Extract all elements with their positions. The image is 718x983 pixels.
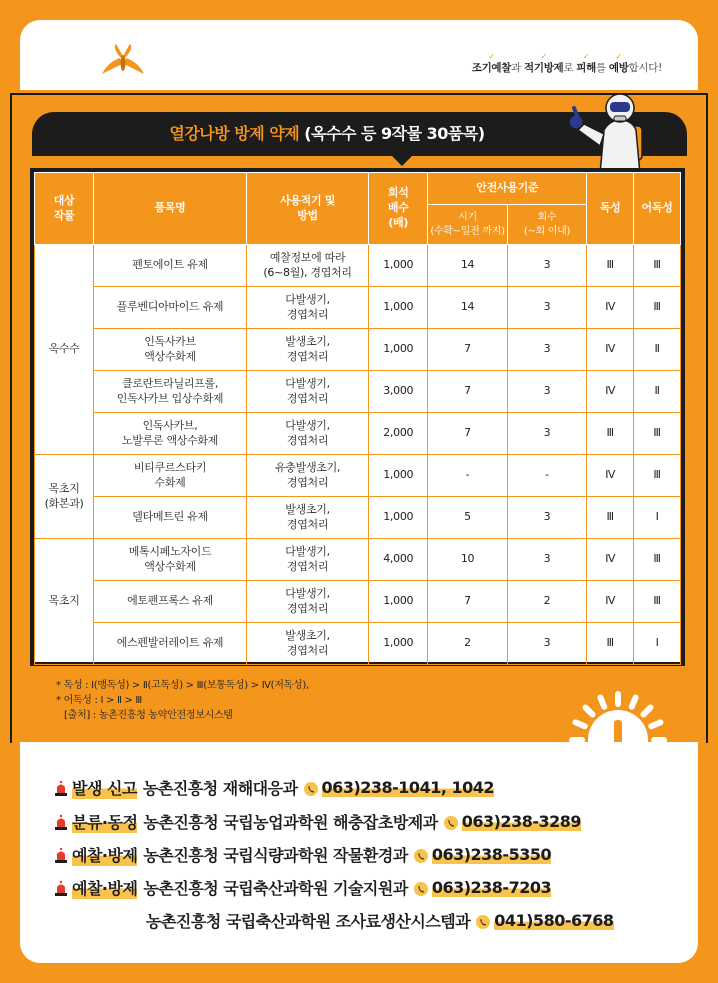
product-cell: 메톡시페노자이드 액상수화제 (94, 539, 247, 581)
phone-icon (414, 881, 428, 895)
product-cell: 클로란트라닐리프롤, 인독사카브 입상수화제 (94, 371, 247, 413)
table-row (35, 581, 681, 623)
contact-org: 농촌진흥청 국립농업과학원 해충잡초방제과 (143, 813, 438, 832)
header-period: 시기 (수확~일전 까지) (428, 205, 507, 245)
note-toxicity: * 독성 : Ⅰ(맹독성) > Ⅱ(고독성) > Ⅲ(보통독성) > Ⅳ(저독성), (56, 680, 309, 691)
table-row (35, 371, 681, 413)
toxicity-cell: Ⅳ (587, 329, 634, 371)
toxicity-cell: Ⅲ (587, 497, 634, 539)
count-cell: 3 (507, 497, 586, 539)
product-cell: 플루벤디아마이드 유제 (94, 287, 247, 329)
period-cell: 7 (428, 371, 507, 413)
dilution-cell: 2,000 (369, 413, 428, 455)
moth-icon (98, 44, 148, 80)
fish-toxicity-cell: Ⅲ (634, 413, 681, 455)
contact-phone[interactable]: 063)238-5350 (431, 845, 552, 864)
toxicity-cell: Ⅳ (587, 455, 634, 497)
count-cell: 3 (507, 287, 586, 329)
contact-org: 농촌진흥청 국립식량과학원 작물환경과 (143, 846, 408, 865)
product-cell: 인독사카브, 노발루론 액상수화제 (94, 413, 247, 455)
header-count: 회수 (~회 이내) (507, 205, 586, 245)
contact-line (54, 810, 581, 833)
product-cell: 에토펜프록스 유제 (94, 581, 247, 623)
count-cell: 3 (507, 413, 586, 455)
phone-icon (414, 848, 428, 862)
period-cell: 2 (428, 623, 507, 665)
phone-icon (304, 781, 318, 795)
dilution-cell: 1,000 (369, 455, 428, 497)
dilution-cell: 1,000 (369, 581, 428, 623)
count-cell: 3 (507, 245, 586, 287)
crop-cell: 목초지 (35, 539, 94, 665)
siren-icon (54, 814, 68, 830)
crop-cell: 옥수수 (35, 245, 94, 455)
fish-toxicity-cell: Ⅲ (634, 245, 681, 287)
product-cell: 델타메트린 유제 (94, 497, 247, 539)
note-source: [출처] : 농촌진흥청 농약안전정보시스템 (64, 710, 233, 721)
period-cell: 14 (428, 287, 507, 329)
product-cell: 비티쿠르스타키 수화제 (94, 455, 247, 497)
dilution-cell: 3,000 (369, 371, 428, 413)
header-timing: 사용적기 및 방법 (246, 173, 368, 245)
fish-toxicity-cell: Ⅱ (634, 371, 681, 413)
toxicity-cell: Ⅳ (587, 371, 634, 413)
product-cell: 펜토에이트 유제 (94, 245, 247, 287)
contact-line (54, 776, 494, 799)
period-cell: - (428, 455, 507, 497)
dilution-cell: 1,000 (369, 497, 428, 539)
product-cell: 인독사카브 액상수화제 (94, 329, 247, 371)
contact-line (54, 843, 551, 866)
count-cell: 3 (507, 539, 586, 581)
contact-keyword: 분류·동정 (72, 810, 137, 833)
toxicity-cell: Ⅳ (587, 581, 634, 623)
header-safety: 안전사용기준 (428, 173, 587, 205)
fish-toxicity-cell: Ⅲ (634, 287, 681, 329)
dilution-cell: 1,000 (369, 245, 428, 287)
timing-cell: 발생초기, 경엽처리 (246, 623, 368, 665)
table-row (35, 287, 681, 329)
header-card (20, 20, 698, 90)
toxicity-cell: Ⅳ (587, 539, 634, 581)
toxicity-cell: Ⅲ (587, 245, 634, 287)
period-cell: 14 (428, 245, 507, 287)
contact-phone[interactable]: 041)580-6768 (494, 911, 614, 930)
table-row (35, 413, 681, 455)
toxicity-cell: Ⅳ (587, 287, 634, 329)
phone-icon (476, 914, 490, 928)
period-cell: 7 (428, 413, 507, 455)
fish-toxicity-cell: Ⅰ (634, 623, 681, 665)
header-product: 품목명 (94, 173, 247, 245)
count-cell: - (507, 455, 586, 497)
contact-org: 농촌진흥청 국립축산과학원 기술지원과 (143, 879, 408, 898)
table-row (35, 329, 681, 371)
contact-phone[interactable]: 063)238-3289 (461, 812, 581, 831)
fish-toxicity-cell: Ⅲ (634, 539, 681, 581)
table-notes (56, 678, 309, 723)
count-cell: 3 (507, 371, 586, 413)
fish-toxicity-cell: Ⅱ (634, 329, 681, 371)
page-title: 열강나방 방제 약제 (옥수수 등 9작물 30품목) (169, 124, 485, 143)
timing-cell: 발생초기, 경엽처리 (246, 329, 368, 371)
table-row (35, 539, 681, 581)
table-row (35, 623, 681, 665)
toxicity-cell: Ⅲ (587, 413, 634, 455)
timing-cell: 다발생기, 경엽처리 (246, 287, 368, 329)
siren-icon (54, 880, 68, 896)
timing-cell: 다발생기, 경엽처리 (246, 413, 368, 455)
period-cell: 10 (428, 539, 507, 581)
dilution-cell: 1,000 (369, 287, 428, 329)
phone-icon (444, 815, 458, 829)
count-cell: 3 (507, 623, 586, 665)
contact-line (54, 876, 551, 899)
contact-keyword: 발생 신고 (72, 776, 137, 799)
contact-phone[interactable]: 063)238-7203 (431, 878, 552, 897)
contact-keyword: 예찰·방제 (72, 876, 137, 899)
header-toxicity: 독성 (587, 173, 634, 245)
count-cell: 2 (507, 581, 586, 623)
fish-toxicity-cell: Ⅰ (634, 497, 681, 539)
contact-line (146, 909, 614, 932)
siren-icon (54, 847, 68, 863)
timing-cell: 다발생기, 경엽처리 (246, 371, 368, 413)
period-cell: 7 (428, 329, 507, 371)
dilution-cell: 1,000 (369, 623, 428, 665)
count-cell: 3 (507, 329, 586, 371)
timing-cell: 다발생기, 경엽처리 (246, 539, 368, 581)
contact-org: 농촌진흥청 국립축산과학원 조사료생산시스템과 (146, 912, 471, 931)
slogan: ✓ 조기예찰과 ✓ 적기방제로 ✓ 피해를 ✓ 예방합시다! (472, 60, 662, 75)
crop-cell: 목초지 (화본과) (35, 455, 94, 539)
period-cell: 7 (428, 581, 507, 623)
timing-cell: 다발생기, 경엽처리 (246, 581, 368, 623)
toxicity-cell: Ⅲ (587, 623, 634, 665)
dilution-cell: 4,000 (369, 539, 428, 581)
product-cell: 에스펜발러레이트 유제 (94, 623, 247, 665)
table-row (35, 497, 681, 539)
pesticide-table (30, 168, 685, 666)
header-dilution: 희석 배수 (배) (369, 173, 428, 245)
contact-keyword: 예찰·방제 (72, 843, 137, 866)
dilution-cell: 1,000 (369, 329, 428, 371)
worker-illustration-icon (560, 86, 670, 174)
table-row (35, 245, 681, 287)
contact-org: 농촌진흥청 재해대응과 (142, 779, 298, 798)
timing-cell: 예찰정보에 따라 (6~8월), 경엽처리 (246, 245, 368, 287)
fish-toxicity-cell: Ⅲ (634, 581, 681, 623)
fish-toxicity-cell: Ⅲ (634, 455, 681, 497)
table-row (35, 455, 681, 497)
period-cell: 5 (428, 497, 507, 539)
timing-cell: 발생초기, 경엽처리 (246, 497, 368, 539)
siren-icon (54, 780, 68, 796)
note-fish-toxicity: * 어독성 : Ⅰ > Ⅱ > Ⅲ (56, 695, 143, 706)
header-fish-toxicity: 어독성 (634, 173, 681, 245)
header-crop: 대상 작물 (35, 173, 94, 245)
timing-cell: 유충발생초기, 경엽처리 (246, 455, 368, 497)
contact-phone[interactable]: 063)238-1041, 1042 (321, 778, 495, 797)
